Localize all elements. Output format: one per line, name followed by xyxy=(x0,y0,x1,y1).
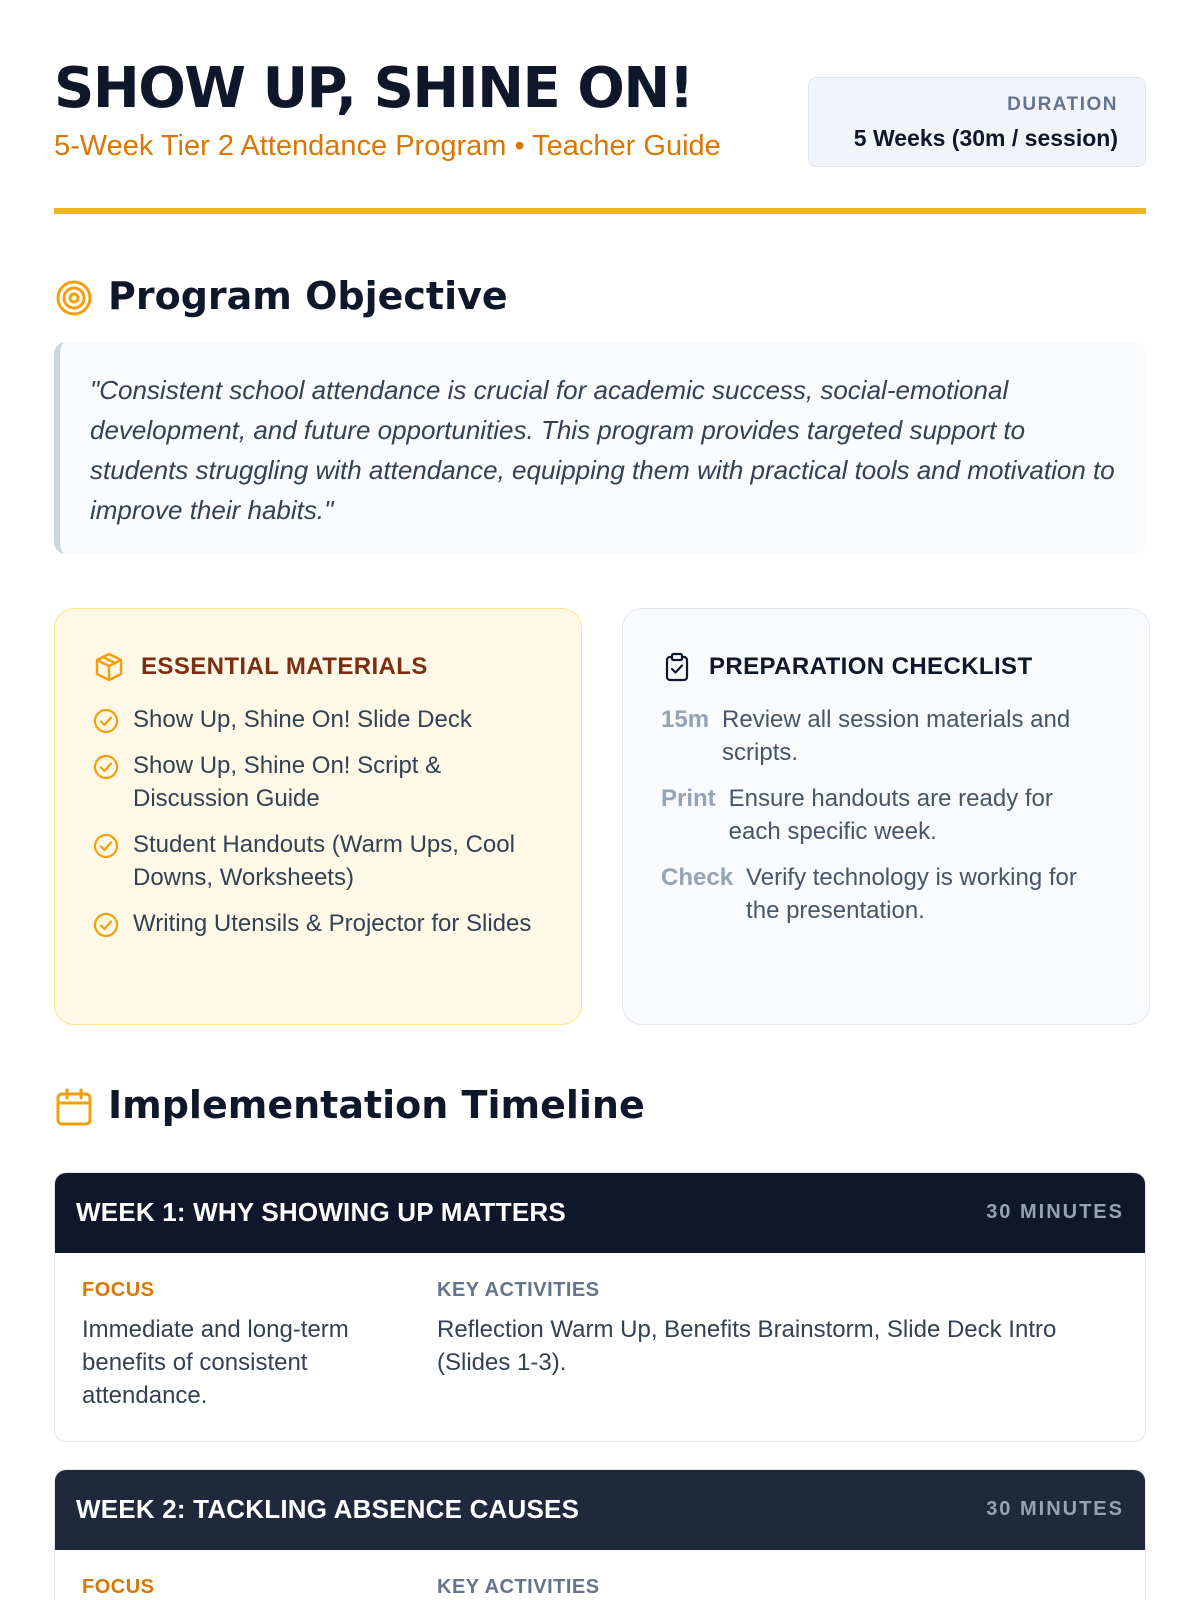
checklist-tag: Check xyxy=(661,864,734,891)
check-circle-icon xyxy=(93,754,119,780)
checklist-heading xyxy=(661,647,1111,687)
list-item xyxy=(661,861,1111,927)
week-body xyxy=(55,1550,1145,1600)
list-item xyxy=(93,828,543,894)
checklist-tag: 15m xyxy=(661,706,710,733)
materials-title: ESSENTIAL MATERIALS xyxy=(141,653,428,680)
list-item xyxy=(93,703,543,736)
week-card xyxy=(54,1172,1146,1442)
list-item xyxy=(661,782,1111,848)
checklist-text: Ensure handouts are ready for each specific week. xyxy=(728,785,1053,845)
check-circle-icon xyxy=(93,833,119,859)
week-duration: 30 MINUTES xyxy=(986,1498,1124,1520)
package-icon xyxy=(93,651,125,683)
page-subtitle: 5-Week Tier 2 Attendance Program • Teacher Guide xyxy=(54,130,721,162)
objective-heading xyxy=(54,271,954,321)
checklist-card xyxy=(622,608,1150,1025)
week-card xyxy=(54,1469,1146,1600)
page-header xyxy=(54,56,1146,176)
focus-text: Immediate and long-term benefits of consistent attendance. xyxy=(82,1316,349,1409)
activities-text: Reflection Warm Up, Benefits Brainstorm, Slide Deck Intro (Slides 1-3). xyxy=(437,1316,1057,1376)
material-item-label: Show Up, Shine On! Script & Discussion Guide xyxy=(133,752,442,812)
list-item xyxy=(661,703,1111,769)
clipboard-check-icon xyxy=(661,651,693,683)
week-header xyxy=(55,1470,1145,1550)
timeline-heading xyxy=(54,1080,954,1130)
check-circle-icon xyxy=(93,708,119,734)
calendar-icon xyxy=(54,1087,94,1127)
material-item-label: Writing Utensils & Projector for Slides xyxy=(133,910,532,937)
focus-label: FOCUS xyxy=(82,1279,155,1301)
focus-label: FOCUS xyxy=(82,1576,155,1598)
objective-quote-box xyxy=(54,342,1146,554)
checklist-text: Verify technology is working for the presentation. xyxy=(746,864,1077,924)
duration-label: DURATION xyxy=(1007,94,1118,115)
material-item-label: Student Handouts (Warm Ups, Cool Downs, Worksheets) xyxy=(133,831,515,891)
week-title: WEEK 2: TACKLING ABSENCE CAUSES xyxy=(76,1494,580,1524)
timeline-title: Implementation Timeline xyxy=(108,1083,645,1127)
check-circle-icon xyxy=(93,912,119,938)
checklist-text: Review all session materials and scripts. xyxy=(722,706,1071,766)
week-body xyxy=(55,1253,1145,1442)
materials-heading xyxy=(93,647,543,687)
week-header xyxy=(55,1173,1145,1253)
activities-label: KEY ACTIVITIES xyxy=(437,1576,600,1598)
target-icon xyxy=(54,278,94,318)
checklist-tag: Print xyxy=(661,785,716,812)
objective-quote: "Consistent school attendance is crucial for academic success, social-emotional development, and future opportunities. This program provides targeted support to students struggling with attendance, equipping them with practical tools and motivation to improve their habits." xyxy=(90,375,1115,525)
activities-label: KEY ACTIVITIES xyxy=(437,1279,600,1301)
list-item xyxy=(93,749,543,815)
duration-value: 5 Weeks (30m / session) xyxy=(853,125,1118,151)
materials-card xyxy=(54,608,582,1025)
objective-title: Program Objective xyxy=(108,274,508,318)
duration-badge xyxy=(808,77,1146,167)
week-duration: 30 MINUTES xyxy=(986,1201,1124,1223)
week-title: WEEK 1: WHY SHOWING UP MATTERS xyxy=(76,1197,566,1227)
checklist-title: PREPARATION CHECKLIST xyxy=(709,653,1033,680)
header-divider xyxy=(54,208,1146,214)
list-item xyxy=(93,907,543,940)
material-item-label: Show Up, Shine On! Slide Deck xyxy=(133,706,472,733)
page-title: SHOW UP, SHINE ON! xyxy=(54,56,693,121)
